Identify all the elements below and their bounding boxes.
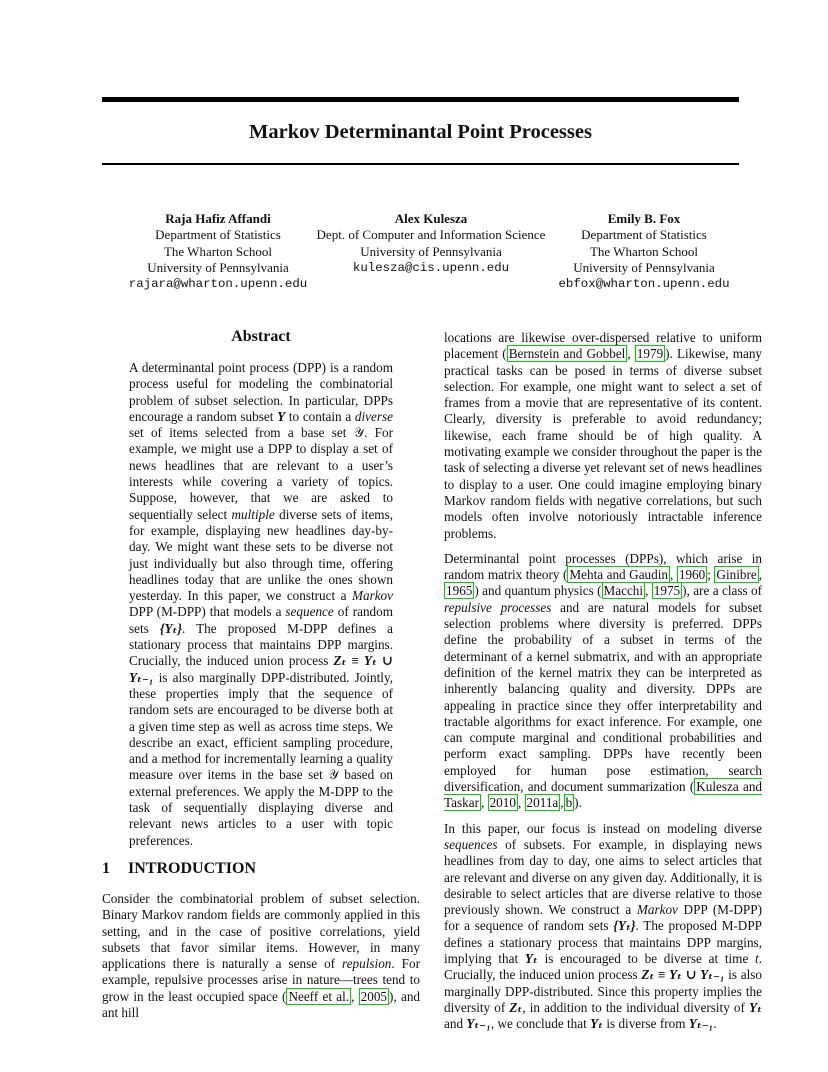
citation-link[interactable]: 1979 (636, 346, 664, 362)
author-name: Raja Hafiz Affandi (165, 211, 271, 226)
author-affiliation: University of Pennsylvania (147, 259, 289, 275)
author-email: ebfox@wharton.upenn.edu (558, 277, 730, 292)
intro-paragraph-1-end: locations are likewise over-dispersed relative to uniform placement ( Bernstein and Gobbel , 1979 ). Likewise, many practical tasks can be posed in terms of diverse subset selection. For example, one might want to select a set of frames from a movie that are representative of its content. Clearly, diversity is preferable to avoid redundancy; likewise, each frame should be of high quality. A motivating example we consider throughout the paper is the task of selecting a diverse yet relevant set of news headlines to display to a user. One could imagine employing binary Markov random fields with negative correlations, but such models often involve notoriously intractable inference problems. (444, 330, 763, 541)
paper-title: Markov Determinantal Point Processes (249, 121, 592, 143)
citation-link[interactable]: b (565, 795, 573, 811)
author-affiliation: Department of Statistics (155, 227, 281, 243)
author-affiliation: University of Pennsylvania (573, 259, 715, 275)
citation-link[interactable]: Mehta and Gaudin (569, 567, 669, 583)
citation-link[interactable]: Ginibre (716, 567, 757, 583)
citation-link[interactable]: 1965 (446, 583, 473, 599)
author-name: Emily B. Fox (607, 211, 681, 226)
citation-link[interactable]: 2011a (526, 795, 559, 811)
author-name: Alex Kulesza (394, 211, 468, 226)
author-affiliation: The Wharton School (589, 243, 699, 259)
author-affiliation: University of Pennsylvania (360, 243, 502, 259)
author-email: rajara@wharton.upenn.edu (128, 277, 308, 292)
citation-link[interactable]: Neeff et al. (288, 988, 350, 1004)
author-affiliation: Dept. of Computer and Information Science (316, 227, 546, 243)
author-email: kulesza@cis.upenn.edu (352, 260, 510, 275)
citation-link[interactable]: 1960 (678, 567, 706, 583)
author-affiliation: Department of Statistics (581, 227, 707, 243)
intro-paragraph-3: In this paper, our focus is instead on modeling diverse sequences of subsets. For example, in displaying news headlines from day to day, one aims to select articles that are relevant and diverse on any given day. Additionally, it is desirable to select articles that are diverse relative to those previously shown. We construct a Markov DPP (M-DPP) for a sequence of random sets {Yₜ}. The proposed M-DPP defines a stationary process that maintains DPP margins, implying that Yₜ is encouraged to be diverse at time t. Crucially, the induced union process Zₜ ≡ Yₜ ∪ Yₜ₋₁ is also marginally DPP-distributed. Since this property implies the diversity of Zₜ, in addition to the individual diversity of Yₜ and Yₜ₋₁, we conclude that Yₜ is diverse from Yₜ₋₁. (444, 820, 762, 1032)
citation-link[interactable]: 2005 (360, 988, 388, 1004)
citation-link[interactable]: Kulesza and Taskar (444, 779, 763, 811)
citation-link[interactable]: 2010 (489, 795, 516, 811)
author-block-3 (540, 211, 748, 292)
intro-paragraph-1-start: Consider the combinatorial problem of subset selection. Binary Markov random fields are commonly applied in this setting, and in the case of positive correlations, yield subsets that favor similar items. However, in many applications there is naturally a sense of repulsion. For example, repulsive processes arise in nature—trees tend to grow in the least occupied space ( Neeff et al. , 2005 ), and ant hill (102, 891, 421, 1021)
title-rule (102, 163, 739, 165)
citation-link[interactable]: Macchi (603, 583, 644, 599)
author-affiliation: The Wharton School (163, 243, 273, 259)
top-rule (102, 97, 739, 102)
right-column (444, 330, 762, 1041)
author-block-2 (304, 211, 558, 276)
abstract-text: A determinantal point process (DPP) is a random process useful for modeling the combinatorial problem of subset selection. In particular, DPPs encourage a random subset Y to contain a diverse set of items selected from a base set 𝒴. For example, we might use a DPP to display a set of news headlines that are relevant to a user’s interests while covering a variety of topics. Suppose, however, that we are asked to sequentially select multiple diverse sets of items, for example, displaying new headlines day-by-day. We might want these sets to be diverse not just individually but also through time, offering headlines today that are unlike the ones shown yesterday. In this paper, we construct a Markov DPP (M-DPP) that models a sequence of random sets {Yₜ}. The proposed M-DPP defines a stationary process that maintains DPP margins. Crucially, the induced union process Zₜ ≡ Yₜ ∪ Yₜ₋₁ is also marginally DPP-distributed. Jointly, these properties imply that the sequence of random sets are encouraged to be diverse both at a given time step as well as across time steps. We describe an exact, efficient sampling procedure, and a method for incrementally learning a quality measure over items in the base set 𝒴 based on external preferences. We apply the M-DPP to the task of sequentially displaying diverse and relevant news articles to a user with topic preferences. (129, 360, 394, 848)
abstract-heading: Abstract (231, 328, 291, 345)
intro-paragraph-2: Determinantal point processes (DPPs), which arise in random matrix theory ( Mehta and Gaudin , 1960 ; Ginibre , 1965 ) and quantum physics ( Macchi , 1975 ), are a class of repulsive processes and are natural models for subset selection problems where diversity is preferred. DPPs define the probability of a subset in terms of the determinant of a kernel submatrix, and with an appropriate definition of the kernel matrix they can be interpreted as inherently balancing quality and diversity. DPPs are appealing in practice since they offer interpretability and tractable algorithms for exact inference. For example, one can compute marginal and conditional probabilities and perform exact sampling. DPPs have recently been employed for human pose estimation, search diversification, and document summarization ( Kulesza and Taskar , 2010 , 2011a , b ). (444, 550, 763, 811)
citation-link[interactable]: Bernstein and Gobbel (508, 346, 626, 362)
section-heading: 1 INTRODUCTION (102, 860, 257, 877)
author-block-1 (112, 211, 324, 292)
citation-link[interactable]: 1975 (653, 583, 681, 599)
